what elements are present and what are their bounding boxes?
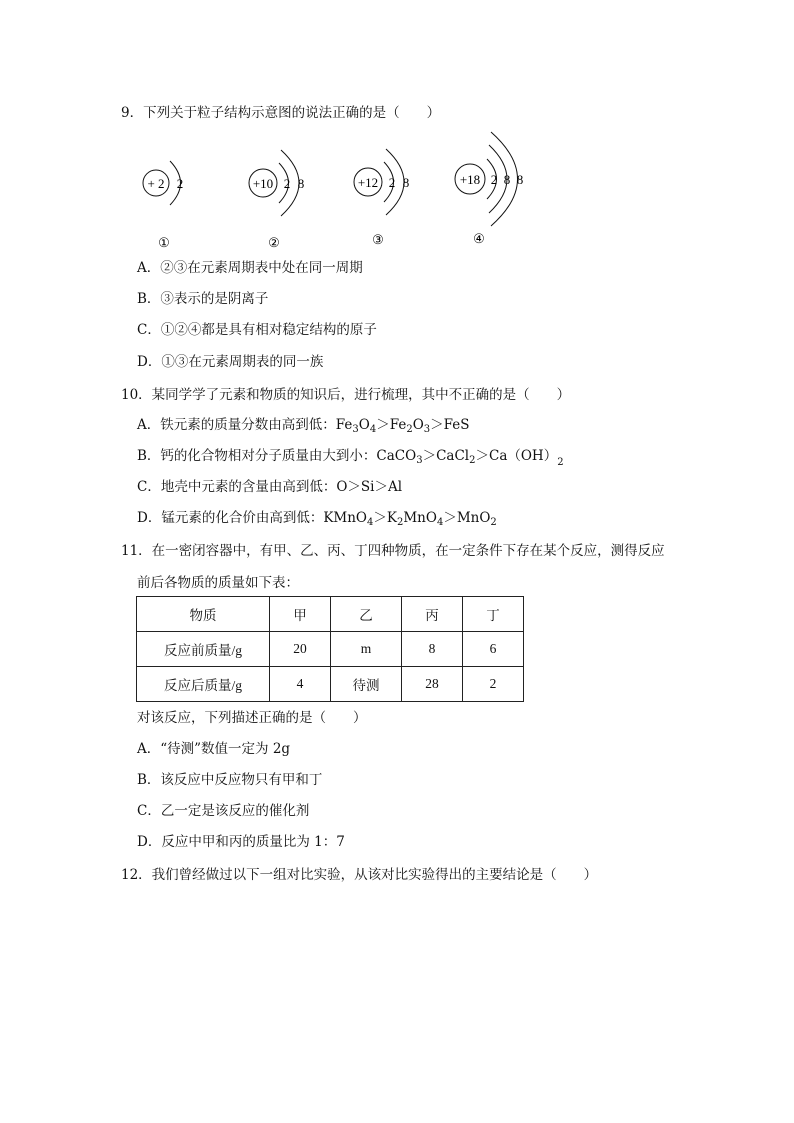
atom-2-nucleus: +10 [252,176,274,191]
greater-than-sign: ＞ [422,448,437,464]
q11-option-b: B．该反应中反应物只有甲和丁 [137,772,323,788]
atom-diagram-1 [143,161,183,250]
q10-b-formula-2: CaCl$_2$ [436,448,476,466]
atom-4-shell-1: 2 [490,172,498,187]
atom-3-shell-1: 2 [388,175,396,190]
atom-3-label: ③ [372,232,384,247]
table-header-cell: 甲 [270,597,331,632]
mass-table [136,596,524,702]
atom-2-shell-1: 2 [283,176,291,191]
q10-d-formula-1: KMnO$_4$ [323,510,374,528]
q10-c-prefix: C．地壳中元素的含量由高到低： [137,479,337,495]
table-cell: 6 [463,632,524,667]
table-cell: 2 [463,667,524,702]
atom-3-nucleus: +12 [357,175,379,190]
question-11-stem-line-1: 11．在一密闭容器中，有甲、乙、丙、丁四种物质，在一定条件下存在某个反应，测得反应 [121,543,665,559]
q10-a-formula-2: $Fe_2O_3$ [389,417,431,435]
atom-diagram-4 [455,132,523,246]
table-cell: 反应后质量/g [137,667,270,702]
q9-option-d: D．①③在元素周期表的同一族 [137,354,324,370]
q10-d-prefix: D．锰元素的化合价由高到低： [137,510,324,526]
table-cell: 8 [402,632,463,667]
q10-c-text: O＞Si＞Al [336,479,403,495]
q10-b-prefix: B．钙的化合物相对分子质量由大到小： [137,448,377,464]
atom-4-shell-3: 8 [516,172,524,187]
q11-option-a: A．“待测”数值一定为 2g [137,741,291,757]
table-header-row [137,597,524,632]
table-header-cell: 丁 [463,597,524,632]
atom-4-shell-2: 8 [503,172,511,187]
greater-than-sign: ＞ [430,417,444,433]
q10-option-c [137,478,402,496]
atom-diagram-3 [354,149,409,247]
q9-option-a: A．②③在元素周期表中处在同一周期 [137,260,363,276]
table-header-cell: 乙 [331,597,402,632]
question-12-stem: 12．我们曾经做过以下一组对比实验，从该对比实验得出的主要结论是（ ） [121,867,598,883]
table-header-cell: 物质 [137,597,270,632]
question-10-stem: 10．某同学学了元素和物质的知识后，进行梳理，其中不正确的是（ ） [121,387,571,403]
q10-option-b [137,447,564,467]
atom-2-shell-2: 8 [297,176,305,191]
table-cell: 反应前质量/g [137,632,270,667]
table-cell: 4 [270,667,331,702]
table-cell: m [331,632,402,667]
table-cell: 待测 [331,667,402,702]
table-cell: 28 [402,667,463,702]
q10-d-formula-3: MnO$_2$ [456,510,497,528]
question-9-stem: 9．下列关于粒子结构示意图的说法正确的是（ ） [121,105,441,121]
greater-than-sign: ＞ [373,510,387,526]
q10-b-formula-3: $Ca(OH)_2$ [488,448,564,468]
q10-a-formula-1: $Fe_3O_4$ [335,417,377,435]
table-row [137,667,524,702]
atom-3-shell-2: 8 [402,175,410,190]
atom-4-label: ④ [473,231,485,246]
greater-than-sign: ＞ [443,510,457,526]
q10-b-formula-1: CaCO$_3$ [376,448,423,466]
atom-4-nucleus: +18 [459,172,481,187]
table-row [137,632,524,667]
q9-option-c: C．①②④都是具有相对稳定结构的原子 [137,322,377,338]
q9-option-b: B．③表示的是阴离子 [137,291,269,307]
question-11-prompt: 对该反应，下列描述正确的是（ ） [137,710,367,726]
q10-a-formula-3: FeS [443,417,470,433]
q11-option-c: C．乙一定是该反应的催化剂 [137,803,310,819]
q10-d-formula-2: $K_2MnO_4$ [386,510,444,528]
q11-option-d: D．反应中甲和丙的质量比为 1：7 [137,834,345,850]
atom-1-label: ① [158,235,170,250]
table-cell: 20 [270,632,331,667]
atom-diagram-2 [249,150,304,250]
greater-than-sign: ＞ [376,417,390,433]
particle-structure-diagrams [130,130,550,255]
q10-option-d [137,509,497,527]
table-header-cell: 丙 [402,597,463,632]
q10-a-prefix: A．铁元素的质量分数由高到低： [137,417,336,433]
question-11-stem-line-2: 前后各物质的质量如下表： [137,575,299,591]
q10-option-a [137,416,470,434]
atom-1-nucleus: + 2 [147,176,165,191]
atom-1-shell-1: 2 [176,176,184,191]
atom-2-label: ② [268,235,280,250]
greater-than-sign: ＞ [475,448,489,464]
